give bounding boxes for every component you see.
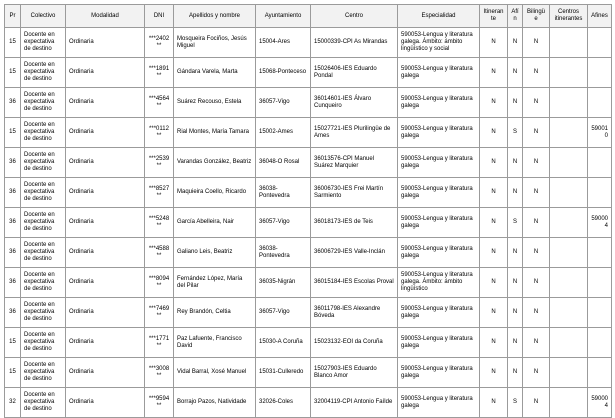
cell-modalidad: Ordinaria (66, 268, 145, 298)
cell-itinerante: N (480, 28, 508, 58)
cell-colectivo: Docente en expectativa de destino (21, 148, 66, 178)
cell-colectivo: Docente en expectativa de destino (21, 118, 66, 148)
cell-colectivo: Docente en expectativa de destino (21, 328, 66, 358)
cell-centro: 15027903-IES Eduardo Blanco Amor (311, 358, 398, 388)
cell-afin: N (508, 28, 523, 58)
cell-dni: ***5248** (145, 208, 174, 238)
cell-ayuntamiento: 15031-Culleredo (256, 358, 311, 388)
cell-nombre: Maquieira Coello, Ricardo (174, 178, 256, 208)
cell-ayuntamiento: 36057-Vigo (256, 208, 311, 238)
cell-centro: 36015184-IES Escolas Proval (311, 268, 398, 298)
cell-centro: 36013576-CPI Manuel Suárez Marquier (311, 148, 398, 178)
cell-centros_itinerantes (550, 238, 588, 268)
table-row (5, 208, 612, 238)
cell-itinerante: N (480, 238, 508, 268)
cell-itinerante: N (480, 328, 508, 358)
cell-centros_itinerantes (550, 298, 588, 328)
cell-pr: 36 (5, 268, 21, 298)
cell-ayuntamiento: 15002-Ames (256, 118, 311, 148)
cell-ayuntamiento: 15030-A Coruña (256, 328, 311, 358)
cell-nombre: García Abelleira, Nair (174, 208, 256, 238)
teachers-assignment-table (4, 4, 612, 418)
cell-centro: 15026406-IES Eduardo Pondal (311, 58, 398, 88)
cell-ayuntamiento: 36057-Vigo (256, 298, 311, 328)
cell-centro: 36014601-IES Álvaro Cunqueiro (311, 88, 398, 118)
cell-centros_itinerantes (550, 28, 588, 58)
cell-itinerante: N (480, 178, 508, 208)
table-row (5, 358, 612, 388)
cell-centro: 36011798-IES Alexandre Bóveda (311, 298, 398, 328)
cell-dni: ***4564** (145, 88, 174, 118)
cell-centro: 32004119-CPI Antonio Faílde (311, 388, 398, 418)
cell-centros_itinerantes (550, 178, 588, 208)
cell-afin: S (508, 388, 523, 418)
cell-dni: ***2539** (145, 148, 174, 178)
cell-dni: ***4588** (145, 238, 174, 268)
cell-bilingue: N (523, 28, 550, 58)
cell-pr: 36 (5, 298, 21, 328)
cell-especialidad: 590053-Lengua y literatura galega (398, 328, 480, 358)
table-row (5, 298, 612, 328)
cell-centro: 15027721-IES Plurilingüe de Ames (311, 118, 398, 148)
cell-especialidad: 590053-Lengua y literatura galega (398, 298, 480, 328)
cell-especialidad: 590053-Lengua y literatura galega. Ámbito: ámbito lingüístico y social (398, 28, 480, 58)
cell-bilingue: N (523, 118, 550, 148)
table-row (5, 58, 612, 88)
cell-modalidad: Ordinaria (66, 238, 145, 268)
column-header-colectivo: Colectivo (21, 5, 66, 28)
header-row (5, 5, 612, 28)
cell-centros_itinerantes (550, 148, 588, 178)
cell-bilingue: N (523, 88, 550, 118)
cell-colectivo: Docente en expectativa de destino (21, 28, 66, 58)
cell-pr: 15 (5, 118, 21, 148)
cell-modalidad: Ordinaria (66, 388, 145, 418)
cell-centro: 15000339-CPI As Mirandas (311, 28, 398, 58)
cell-especialidad: 590053-Lengua y literatura galega (398, 118, 480, 148)
cell-bilingue: N (523, 238, 550, 268)
cell-afines (588, 58, 612, 88)
cell-pr: 36 (5, 208, 21, 238)
cell-afin: S (508, 208, 523, 238)
cell-modalidad: Ordinaria (66, 178, 145, 208)
cell-afin: N (508, 58, 523, 88)
cell-especialidad: 590053-Lengua y literatura galega (398, 358, 480, 388)
cell-nombre: Rey Brandón, Celtia (174, 298, 256, 328)
column-header-centro: Centro (311, 5, 398, 28)
column-header-especialidad: Especialidad (398, 5, 480, 28)
cell-nombre: Vidal Barral, Xosé Manuel (174, 358, 256, 388)
cell-nombre: Borrajo Pazos, Natividade (174, 388, 256, 418)
cell-modalidad: Ordinaria (66, 118, 145, 148)
cell-afines (588, 298, 612, 328)
cell-centros_itinerantes (550, 328, 588, 358)
cell-ayuntamiento: 36038-Pontevedra (256, 238, 311, 268)
cell-afin: S (508, 118, 523, 148)
cell-afin: N (508, 298, 523, 328)
cell-centros_itinerantes (550, 88, 588, 118)
cell-especialidad: 590053-Lengua y literatura galega (398, 208, 480, 238)
cell-afines (588, 88, 612, 118)
cell-nombre: Fernández López, María del Pilar (174, 268, 256, 298)
cell-dni: ***1771** (145, 328, 174, 358)
cell-itinerante: N (480, 268, 508, 298)
cell-modalidad: Ordinaria (66, 88, 145, 118)
cell-colectivo: Docente en expectativa de destino (21, 358, 66, 388)
cell-especialidad: 590053-Lengua y literatura galega (398, 88, 480, 118)
cell-centro: 15023132-EOI da Coruña (311, 328, 398, 358)
cell-especialidad: 590053-Lengua y literatura galega (398, 148, 480, 178)
cell-nombre: Rial Montes, María Tamara (174, 118, 256, 148)
cell-bilingue: N (523, 358, 550, 388)
cell-centros_itinerantes (550, 388, 588, 418)
table-row (5, 28, 612, 58)
cell-itinerante: N (480, 148, 508, 178)
cell-ayuntamiento: 36038-Pontevedra (256, 178, 311, 208)
cell-especialidad: 590053-Lengua y literatura galega. Ámbito: ámbito lingüístico (398, 268, 480, 298)
cell-afin: N (508, 178, 523, 208)
cell-afines (588, 178, 612, 208)
table-row (5, 388, 612, 418)
cell-ayuntamiento: 36035-Nigrán (256, 268, 311, 298)
cell-dni: ***8094** (145, 268, 174, 298)
cell-itinerante: N (480, 58, 508, 88)
column-header-afines: Afines (588, 5, 612, 28)
cell-centros_itinerantes (550, 268, 588, 298)
cell-itinerante: N (480, 358, 508, 388)
cell-nombre: Paz Lafuente, Francisco David (174, 328, 256, 358)
cell-afines (588, 268, 612, 298)
cell-pr: 15 (5, 358, 21, 388)
cell-centro: 36006730-IES Frei Martín Sarmiento (311, 178, 398, 208)
cell-modalidad: Ordinaria (66, 58, 145, 88)
cell-afin: N (508, 238, 523, 268)
cell-colectivo: Docente en expectativa de destino (21, 58, 66, 88)
cell-modalidad: Ordinaria (66, 358, 145, 388)
cell-bilingue: N (523, 148, 550, 178)
cell-itinerante: N (480, 88, 508, 118)
cell-bilingue: N (523, 58, 550, 88)
cell-afines: 590004 (588, 388, 612, 418)
cell-colectivo: Docente en expectativa de destino (21, 298, 66, 328)
cell-ayuntamiento: 32026-Coles (256, 388, 311, 418)
cell-pr: 15 (5, 28, 21, 58)
table-row (5, 148, 612, 178)
cell-ayuntamiento: 15004-Ares (256, 28, 311, 58)
cell-afines (588, 238, 612, 268)
cell-afin: N (508, 88, 523, 118)
table-row (5, 88, 612, 118)
cell-pr: 15 (5, 58, 21, 88)
cell-dni: ***9594** (145, 388, 174, 418)
cell-nombre: Mosqueira Fociños, Jesús Miguel (174, 28, 256, 58)
cell-itinerante: N (480, 208, 508, 238)
cell-dni: ***2402** (145, 28, 174, 58)
cell-centros_itinerantes (550, 118, 588, 148)
table-row (5, 118, 612, 148)
cell-dni: ***1891** (145, 58, 174, 88)
column-header-itinerante: Itinerante (480, 5, 508, 28)
cell-afin: N (508, 268, 523, 298)
column-header-nombre: Apellidos y nombre (174, 5, 256, 28)
cell-afines: 590010 (588, 118, 612, 148)
cell-bilingue: N (523, 298, 550, 328)
cell-colectivo: Docente en expectativa de destino (21, 208, 66, 238)
cell-nombre: Suárez Recouso, Estela (174, 88, 256, 118)
cell-pr: 36 (5, 238, 21, 268)
column-header-pr: Pr (5, 5, 21, 28)
cell-especialidad: 590053-Lengua y literatura galega (398, 58, 480, 88)
cell-modalidad: Ordinaria (66, 298, 145, 328)
column-header-dni: DNI (145, 5, 174, 28)
cell-bilingue: N (523, 328, 550, 358)
cell-afin: N (508, 328, 523, 358)
cell-ayuntamiento: 15068-Ponteceso (256, 58, 311, 88)
cell-centros_itinerantes (550, 208, 588, 238)
cell-ayuntamiento: 36057-Vigo (256, 88, 311, 118)
table-body (5, 28, 612, 418)
cell-itinerante: N (480, 298, 508, 328)
cell-pr: 15 (5, 328, 21, 358)
cell-pr: 36 (5, 88, 21, 118)
cell-afines (588, 358, 612, 388)
cell-dni: ***0112** (145, 118, 174, 148)
column-header-bilingue: Bilingüe (523, 5, 550, 28)
cell-nombre: Varandas González, Beatriz (174, 148, 256, 178)
cell-dni: ***7469** (145, 298, 174, 328)
cell-afin: N (508, 148, 523, 178)
cell-bilingue: N (523, 208, 550, 238)
cell-afines (588, 148, 612, 178)
table-row (5, 268, 612, 298)
column-header-centros_itinerantes: Centros itinerantes (550, 5, 588, 28)
cell-nombre: Gándara Varela, Marta (174, 58, 256, 88)
cell-colectivo: Docente en expectativa de destino (21, 268, 66, 298)
cell-afin: N (508, 358, 523, 388)
cell-colectivo: Docente en expectativa de destino (21, 388, 66, 418)
cell-dni: ***3008** (145, 358, 174, 388)
cell-pr: 36 (5, 148, 21, 178)
table-row (5, 178, 612, 208)
cell-centro: 36006729-IES Valle-Inclán (311, 238, 398, 268)
cell-colectivo: Docente en expectativa de destino (21, 88, 66, 118)
cell-modalidad: Ordinaria (66, 28, 145, 58)
column-header-modalidad: Modalidad (66, 5, 145, 28)
cell-modalidad: Ordinaria (66, 148, 145, 178)
column-header-afin: Afín (508, 5, 523, 28)
cell-itinerante: N (480, 118, 508, 148)
cell-centro: 36018173-IES de Teis (311, 208, 398, 238)
cell-itinerante: N (480, 388, 508, 418)
table-row (5, 328, 612, 358)
column-header-ayuntamiento: Ayuntamiento (256, 5, 311, 28)
cell-pr: 36 (5, 178, 21, 208)
table-row (5, 238, 612, 268)
cell-afines (588, 328, 612, 358)
cell-dni: ***8527** (145, 178, 174, 208)
cell-bilingue: N (523, 178, 550, 208)
cell-centros_itinerantes (550, 358, 588, 388)
cell-modalidad: Ordinaria (66, 328, 145, 358)
cell-ayuntamiento: 36048-O Rosal (256, 148, 311, 178)
cell-nombre: Galiano Leis, Beatriz (174, 238, 256, 268)
cell-afines (588, 28, 612, 58)
cell-especialidad: 590053-Lengua y literatura galega (398, 238, 480, 268)
cell-afines: 590004 (588, 208, 612, 238)
cell-bilingue: N (523, 388, 550, 418)
cell-colectivo: Docente en expectativa de destino (21, 238, 66, 268)
cell-pr: 32 (5, 388, 21, 418)
cell-colectivo: Docente en expectativa de destino (21, 178, 66, 208)
cell-especialidad: 590053-Lengua y literatura galega (398, 178, 480, 208)
cell-especialidad: 590053-Lengua y literatura galega (398, 388, 480, 418)
cell-modalidad: Ordinaria (66, 208, 145, 238)
cell-bilingue: N (523, 268, 550, 298)
cell-centros_itinerantes (550, 58, 588, 88)
